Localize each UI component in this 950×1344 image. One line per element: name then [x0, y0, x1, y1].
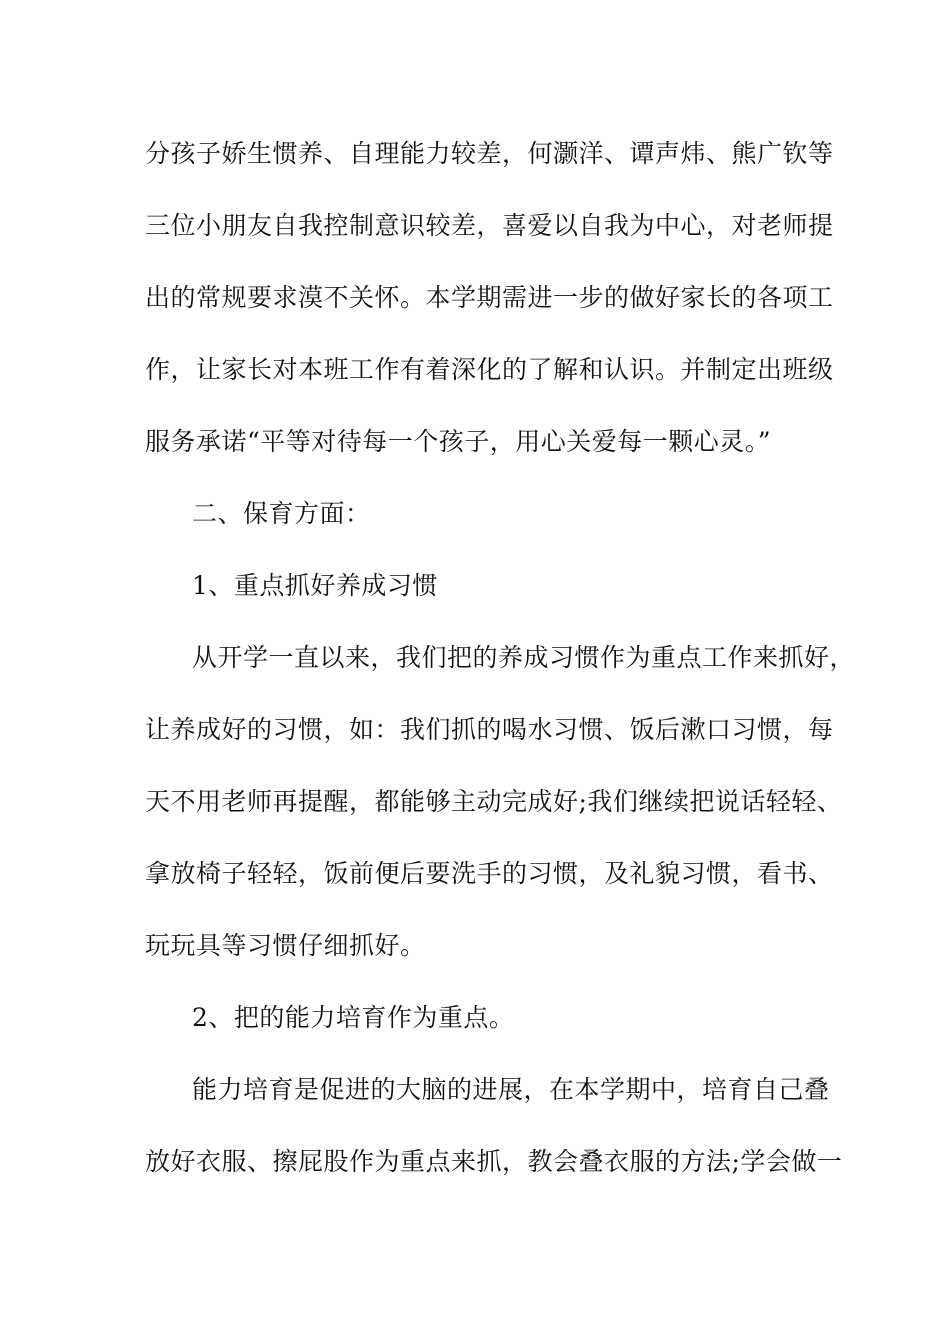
subsection-heading: 2、把的能力培育作为重点。	[192, 1003, 515, 1032]
paragraph-line: 服务承诺“平等对待每一个孩子，用心关爱每一颗心灵。”	[145, 427, 772, 456]
paragraph-line: 三位小朋友自我控制意识较差，喜爱以自我为中心，对老师提	[145, 211, 834, 240]
paragraph-line: 作，让家长对本班工作有着深化的了解和认识。并制定出班级	[145, 355, 834, 384]
section-heading: 二、保育方面：	[192, 499, 371, 528]
paragraph-line: 出的常规要求漠不关怀。本学期需进一步的做好家长的各项工	[145, 283, 834, 312]
paragraph-line: 放好衣服、擦屁股作为重点来抓，教会叠衣服的方法;学会做一	[145, 1147, 843, 1176]
paragraph-line: 让养成好的习惯，如：我们抓的喝水习惯、饭后漱口习惯，每	[145, 715, 834, 744]
paragraph-line: 分孩子娇生惯养、自理能力较差，何灏洋、谭声炜、熊广钦等	[145, 139, 834, 168]
paragraph-line: 天不用老师再提醒，都能够主动完成好;我们继续把说话轻轻、	[145, 787, 843, 816]
paragraph-line: 能力培育是促进的大脑的进展，在本学期中，培育自己叠	[192, 1075, 830, 1104]
subsection-heading: 1、重点抓好养成习惯	[192, 571, 438, 600]
paragraph-line: 从开学一直以来，我们把的养成习惯作为重点工作来抓好，	[192, 643, 856, 672]
paragraph-line: 玩玩具等习惯仔细抓好。	[145, 931, 426, 960]
paragraph-line: 拿放椅子轻轻，饭前便后要洗手的习惯，及礼貌习惯，看书、	[145, 859, 834, 888]
